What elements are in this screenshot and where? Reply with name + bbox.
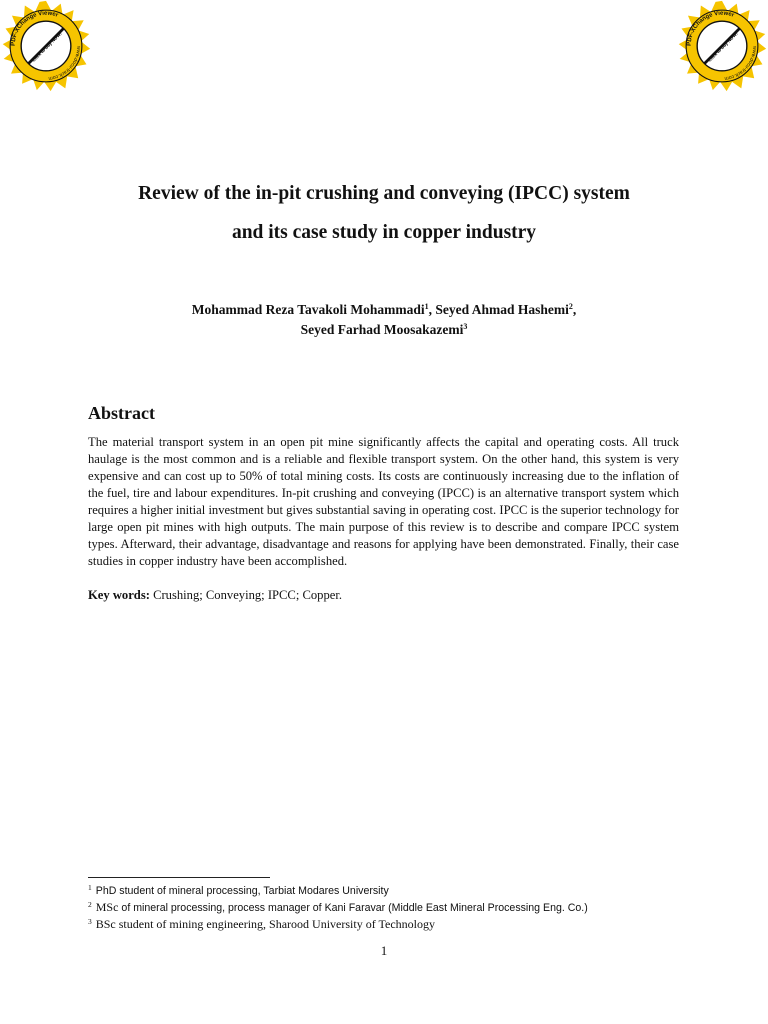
author-name: Seyed Ahmad Hashemi: [435, 302, 569, 317]
stamp-ring-text: PDF-XChange Viewer: [686, 10, 735, 47]
author-list: [0, 300, 768, 340]
footnote-divider: [88, 877, 270, 878]
paper-title-line-1: Review of the in-pit crushing and conveying (IPCC) system: [138, 183, 630, 204]
footnote-text: PhD student of mineral processing, Tarbiat Modares University: [95, 885, 389, 897]
author-separator: ,: [572, 302, 577, 317]
author-affiliation-mark: 2: [568, 302, 573, 311]
footnote-2: [88, 899, 688, 916]
author-separator: ,: [428, 302, 436, 317]
abstract-body: The material transport system in an open pit mine significantly affects the capital and operating costs. All truck haulage is the most common and is a reliable and flexible transport system. On the other hand, this system is very expensive and can cost up to 50% of total mining costs. Its costs are continuously increasing due to the inflation of the fuel, tire and labour expenditures. In-pit crushing and conveying (IPCC) is an alternative transport system which requires a higher initial investment but gives substantial saving in operating cost. IPCC is the superior technology for large open pit mines with high outputs. The main purpose of this review is to describe and compare IPCC system types. Afterward, their advantage, disadvantage and reasons for applying have been demonstrated. Finally, their case studies in copper industry have been accomplished.: [88, 435, 679, 568]
pdf-xchange-stamp-icon[interactable]: [0, 0, 92, 92]
footnote-text: BSc student of mining engineering, Sharood University of Technology: [95, 917, 435, 931]
author-name: Seyed Farhad Moosakazemi: [300, 322, 464, 337]
footnotes: [88, 882, 688, 932]
abstract-heading: Abstract: [88, 403, 155, 423]
footnote-1: [88, 882, 688, 899]
keywords-label: Key words:: [88, 588, 150, 602]
footnote-3: [88, 916, 688, 932]
footnote-mark: 2: [88, 900, 92, 909]
footnote-text: of mineral processing, process manager of Kani Faravar (Middle East Mineral Processing Eng. Co.): [121, 902, 588, 914]
paper-title-line-2: and its case study in copper industry: [231, 222, 537, 243]
keywords-text: Crushing; Conveying; IPCC; Copper.: [149, 588, 342, 602]
author-line-1: [0, 300, 768, 320]
stamp-site-text: www.docu-track.com: [48, 45, 82, 82]
author-line-2: [0, 320, 768, 340]
footnote-mark: 1: [88, 883, 92, 892]
keywords-line: [88, 588, 342, 603]
stamp-ring-text: PDF-XChange Viewer: [10, 10, 59, 47]
author-affiliation-mark: 1: [424, 302, 429, 311]
pdf-xchange-stamp-icon[interactable]: [676, 0, 768, 92]
author-affiliation-mark: 3: [463, 322, 468, 331]
page-number: 1: [380, 943, 388, 958]
footnote-mark: 3: [88, 917, 92, 926]
author-name: Mohammad Reza Tavakoli Mohammadi: [191, 302, 425, 317]
stamp-site-text: www.docu-track.com: [724, 45, 758, 82]
stamp-inner-text: Click to buy NOW!: [706, 30, 739, 63]
stamp-inner-text: Click to buy NOW!: [30, 30, 63, 63]
footnote-prefix: MSc: [95, 900, 122, 914]
